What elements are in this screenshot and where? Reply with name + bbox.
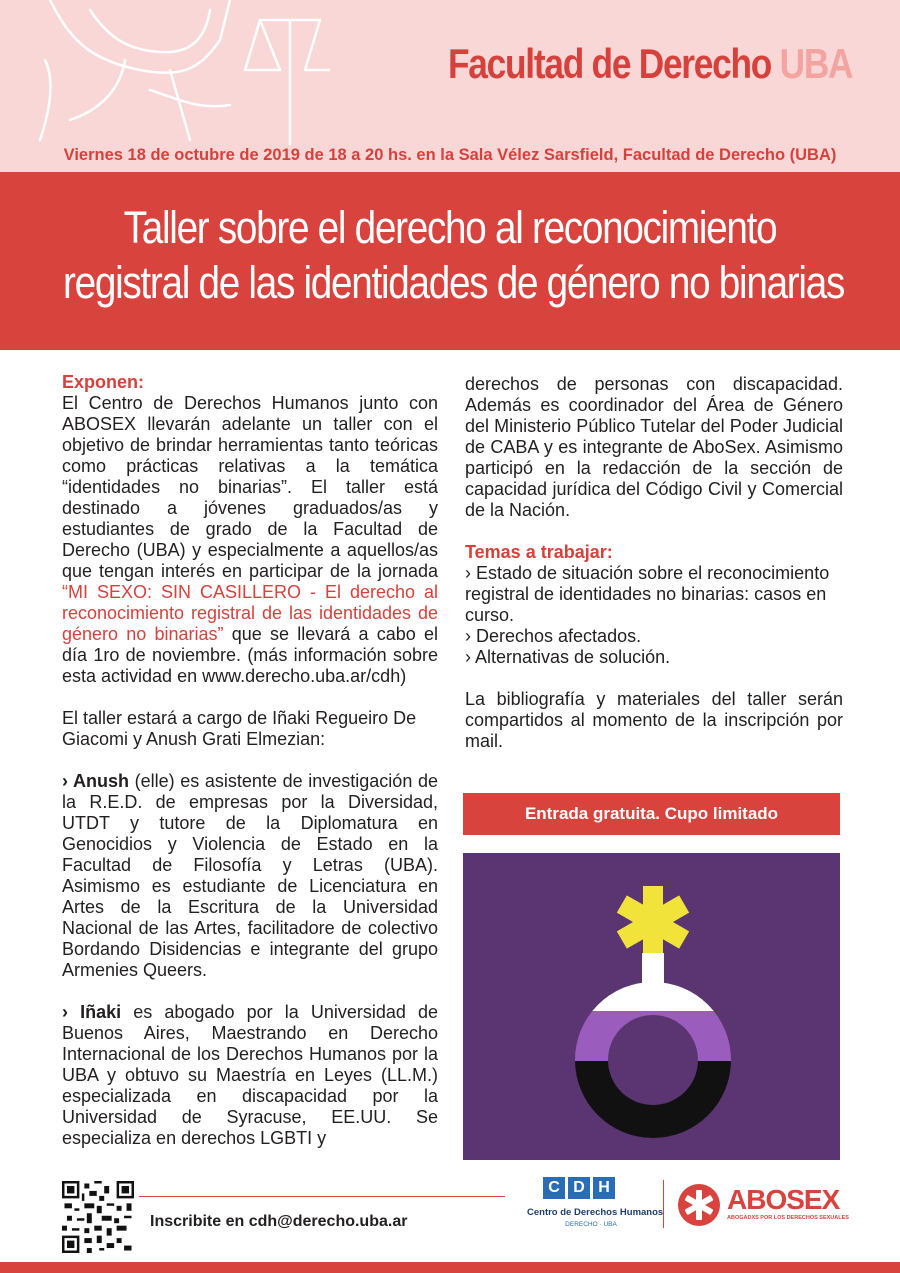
temas-heading: Temas a trabajar: [465,542,613,562]
lady-justice-illustration [30,0,330,145]
right-column [465,374,843,752]
workshop-title-line-1: Taller sobre el derecho al reconocimiento [123,202,777,253]
intro-text-end: que se llevará a cabo el día 1ro de noviembre. (más información sobre esta actividad en www.derecho.uba.ar/cdh) [62,624,438,686]
intro-paragraph [62,393,438,687]
cdh-letter: D [568,1177,590,1199]
tema-item: › Derechos afectados. [465,626,642,646]
cdh-subtitle: DERECHO · UBA [565,1221,617,1228]
cdh-name: Centro de Derechos Humanos [527,1207,664,1218]
signup-email[interactable]: Inscribite en cdh@derecho.uba.ar [150,1213,408,1230]
abosex-asterisk-icon [677,1183,721,1227]
nonbinary-symbol-poster [463,853,840,1160]
anush-bio [62,771,438,981]
logo-divider [663,1180,664,1228]
anush-name: › Anush [62,771,129,791]
footer-divider-line [139,1196,505,1197]
symbol-stem [642,953,664,985]
jornada-title: “MI SEXO: SIN CASILLERO - El derecho al reconocimiento registral de las identidades de género no binarias” [62,582,438,644]
left-column [62,372,438,1149]
inaki-name: › Iñaki [62,1002,122,1022]
abosex-tagline: ABOGADXS POR LOS DERECHOS SEXUALES [727,1215,849,1221]
cdh-letter: C [543,1177,565,1199]
cdh-logo [527,1177,664,1237]
tema-item: › Estado de situación sobre el reconocimiento registral de identidades no binarias: casos en curso. [465,563,830,625]
tema-item: › Alternativas de solución. [465,647,671,667]
abosex-wordmark: ABOSEX [727,1184,840,1215]
free-entry-banner: Entrada gratuita. Cupo limitado [463,793,840,835]
bottom-bar [0,1262,900,1273]
cdh-letter: H [593,1177,615,1199]
faculty-title [448,40,852,88]
qr-code[interactable] [62,1181,134,1253]
workshop-title-line-2: registral de las identidades de género no binarias [63,257,845,308]
intro-text: El Centro de Derechos Humanos junto con ABOSEX llevarán adelante un taller con el objetivo de brindar herramientas tanto teóricas como prácticas relativas a la temática “identidades no binarias”. El taller está destinado a jóvenes graduados/as y estudiantes de grado de la Facultad de Derecho (UBA) y especialmente a aquellos/as que tengan interés en participar de la jornada [62,393,438,581]
anush-bio-text: (elle) es asistente de investigación de la R.E.D. de empresas por la Diversidad, UTDT y tutore de la Diplomatura en Genocidios y Violencia de Estado en la Facultad de Filosofía y Letras (UBA). Asimismo es estudiante de Licenciatura en Artes de la Escritura de la Universidad Nacional de las Artes, facilitadore de colectivo Bordando Disidencias e integrante del grupo Armenies Queers. [62,771,438,980]
faculty-name: Facultad de Derecho [447,40,771,87]
inaki-bio-text: es abogado por la Universidad de Buenos Aires, Maestrando en Derecho Internacional de los Derechos Humanos por la UBA y obtuvo su Maestría en Leyes (LL.M.) especializada en discapacidad por la Universidad de Syracuse, EE.UU. Se especializa en derechos LGBTI y [62,1002,439,1148]
inaki-bio [62,1002,438,1149]
inaki-bio-continuation: derechos de personas con discapacidad. Además es coordinador del Área de Género del Ministerio Público Tutelar del Poder Judicial de CABA y es integrante de AboSex. Asimismo participó en la redacción de la sección de capacidad jurídica del Código Civil y Comercial de la Nación. [465,374,843,520]
event-date-line: Viernes 18 de octubre de 2019 de 18 a 20 hs. en la Sala Vélez Sarsfield, Facultad de Derecho (UBA) [63,146,837,164]
cargo-paragraph: El taller estará a cargo de Iñaki Regueiro De Giacomi y Anush Grati Elmezian: [62,708,417,749]
exponen-heading: Exponen: [62,372,145,392]
bibliography-note: La bibliografía y materiales del taller serán compartidos al momento de la inscripción por mail. [465,689,843,751]
workshop-title [0,200,900,310]
faculty-uba: UBA [779,40,852,87]
